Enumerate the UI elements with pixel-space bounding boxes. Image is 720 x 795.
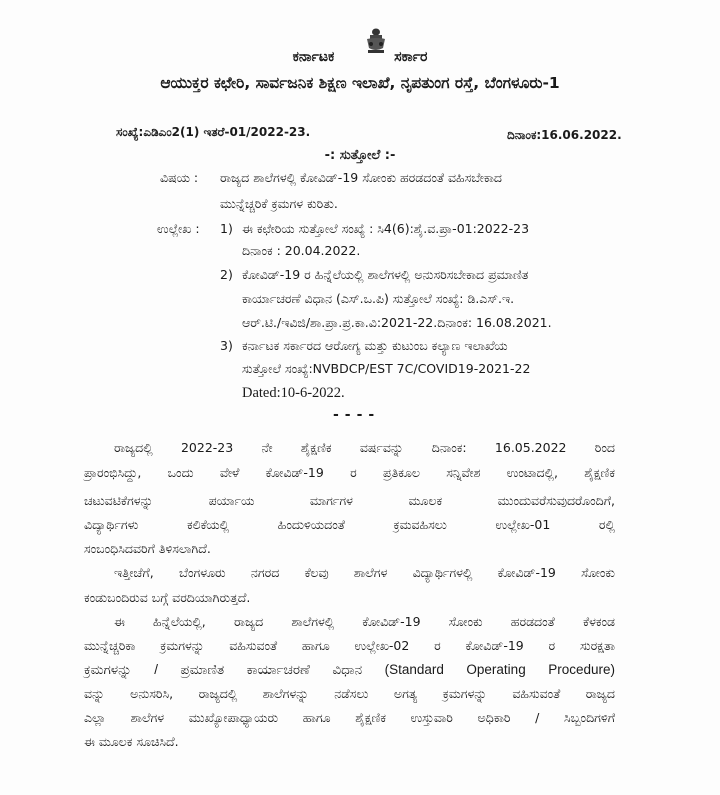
reference-line: Dated:10-6-2022.: [242, 385, 345, 401]
reference-number-marker: 2): [220, 267, 233, 282]
paragraph-line: ಪ್ರಾರಂಭಿಸಿದ್ದು, ಒಂದು ವೇಳೆ ಕೋವಿಡ್-19 ರ ಪ್ರತಿಕೂಲ ಸನ್ನಿವೇಶ ಉಂಟಾದಲ್ಲಿ, ಶೈಕ್ಷಣಿಕ: [84, 465, 615, 480]
reference-number-marker: 3): [220, 338, 233, 353]
gov-name-left: ಕರ್ನಾಟಕ: [292, 49, 335, 65]
paragraph-line: ಈ ಮೂಲಕ ಸೂಚಿಸಿದೆ.: [84, 734, 179, 749]
reference-line: ದಿನಾಂಕ : 20.04.2022.: [242, 243, 361, 258]
references-label: ಉಲ್ಲೇಖ :: [157, 221, 200, 236]
paragraph-line: ಎಲ್ಲಾ ಶಾಲೆಗಳ ಮುಖ್ಯೋಪಾಧ್ಯಾಯರು ಹಾಗೂ ಶೈಕ್ಷಣಿಕ ಉಸ್ತುವಾರಿ ಅಧಿಕಾರಿ / ಸಿಬ್ಬಂದಿಗಳಿಗೆ: [84, 710, 615, 725]
reference-line: ಕಾರ್ಯಾಚರಣೆ ವಿಧಾನ (ಎಸ್.ಒ.ಪಿ) ಸುತ್ತೋಲೆ ಸಂಖ್ಯೆ: ಡಿ.ಎಸ್.ಇ.: [242, 291, 515, 306]
paragraph-line: ಇತ್ತೀಚೆಗೆ, ಬೆಂಗಳೂರು ನಗರದ ಕೆಲವು ಶಾಲೆಗಳ ವಿದ್ಯಾರ್ಥಿಗಳಲ್ಲಿ ಕೋವಿಡ್-19 ಸೋಂಕು: [114, 565, 615, 580]
subject-label: ವಿಷಯ :: [160, 170, 199, 185]
paragraph-line: ವಿದ್ಯಾರ್ಥಿಗಳು ಕಲಿಕೆಯಲ್ಲಿ ಹಿಂದುಳಿಯದಂತೆ ಕ್ರಮವಹಿಸಲು ಉಲ್ಲೇಖ-01 ರಲ್ಲಿ: [84, 517, 615, 532]
paragraph-line: ಚಟುವಟಿಕೆಗಳನ್ನು ಪರ್ಯಾಯ ಮಾರ್ಗಗಳ ಮೂಲಕ ಮುಂದುವರೆಸುವುದರೊಂದಿಗೆ,: [84, 493, 615, 508]
paragraph-line: ಕಂಡುಬಂದಿರುವ ಬಗ್ಗೆ ವರದಿಯಾಗಿರುತ್ತದೆ.: [84, 590, 251, 605]
paragraph-line: ಕ್ರಮಗಳನ್ನು / ಪ್ರಮಾಣಿತ ಕಾರ್ಯಾಚರಣೆ ವಿಧಾನ (Standard Operating Procedure): [84, 662, 615, 677]
reference-line: ಆರ್.ಟಿ./ಇವಿಜಿ/ಶಾ.ಪ್ರಾ.ಪ್ರ.ಕಾ.ವಿ:2021-22.ದಿನಾಂಕ: 16.08.2021.: [242, 315, 552, 330]
paragraph-line: ರಾಜ್ಯದಲ್ಲಿ 2022-23 ನೇ ಶೈಕ್ಷಣಿಕ ವರ್ಷವನ್ನು ದಿನಾಂಕ: 16.05.2022 ರಿಂದ: [114, 440, 615, 455]
gov-name-right: ಸರ್ಕಾರ: [394, 49, 428, 65]
paragraph-line: ಸಂಬಂಧಿಸಿದವರಿಗೆ ತಿಳಿಸಲಾಗಿದೆ.: [84, 541, 211, 556]
reference-line: ಕೋವಿಡ್-19 ರ ಹಿನ್ನೆಲೆಯಲ್ಲಿ ಶಾಲೆಗಳಲ್ಲಿ ಅನುಸರಿಸಬೇಕಾದ ಪ್ರಮಾಣಿತ: [242, 267, 529, 282]
paragraph-line: ಮುನ್ನೆಚ್ಚರಿಕಾ ಕ್ರಮಗಳನ್ನು ವಹಿಸುವಂತೆ ಹಾಗೂ ಉಲ್ಲೇಖ-02 ರ ಕೋವಿಡ್-19 ರ ಸುರಕ್ಷತಾ: [84, 638, 615, 653]
document-date: ದಿನಾಂಕ:16.06.2022.: [507, 128, 622, 142]
government-name: [0, 49, 720, 65]
separator: ----: [333, 407, 381, 423]
paragraph-line: ಈ ಹಿನ್ನೆಲೆಯಲ್ಲಿ, ರಾಜ್ಯದ ಶಾಲೆಗಳಲ್ಲಿ ಕೋವಿಡ್-19 ಸೋಂಕು ಹರಡದಂತೆ ಕೆಳಕಂಡ: [114, 614, 615, 629]
reference-number: ಸಂಖ್ಯೆ:ಎಡಿಎಂ2(1) ಇತರೆ-01/2022-23.: [116, 125, 311, 139]
subject-line: ಮುನ್ನೆಚ್ಚರಿಕೆ ಕ್ರಮಗಳ ಕುರಿತು.: [220, 196, 338, 211]
reference-line: ಸುತ್ತೋಲೆ ಸಂಖ್ಯೆ:NVBDCP/EST 7C/COVID19-2021-22: [242, 361, 531, 376]
circular-title: -: ಸುತ್ತೋಲೆ :-: [324, 148, 396, 163]
reference-line: ಕರ್ನಾಟಕ ಸರ್ಕಾರದ ಆರೋಗ್ಯ ಮತ್ತು ಕುಟುಂಬ ಕಲ್ಯಾಣ ಇಲಾಖೆಯ: [242, 338, 508, 353]
office-address: ಆಯುಕ್ತರ ಕಛೇರಿ, ಸಾರ್ವಜನಿಕ ಶಿಕ್ಷಣ ಇಲಾಖೆ, ನೃಪತುಂಗ ರಸ್ತೆ, ಬೆಂಗಳೂರು-1: [160, 74, 560, 92]
subject-line: ರಾಜ್ಯದ ಶಾಲೆಗಳಲ್ಲಿ ಕೋವಿಡ್-19 ಸೋಂಕು ಹರಡದಂತೆ ವಹಿಸಬೇಕಾದ: [220, 170, 502, 185]
paragraph-line: ವನ್ನು ಅನುಸರಿಸಿ, ರಾಜ್ಯದಲ್ಲಿ ಶಾಲೆಗಳನ್ನು ನಡೆಸಲು ಅಗತ್ಯ ಕ್ರಮಗಳನ್ನು ವಹಿಸುವಂತೆ ರಾಜ್ಯದ: [84, 686, 615, 701]
reference-line: ಈ ಕಛೇರಿಯ ಸುತ್ತೋಲೆ ಸಂಖ್ಯೆ : ಸಿ4(6):ಶೈ.ವ.ಪ್ರಾ-01:2022-23: [242, 221, 530, 236]
reference-number-marker: 1): [220, 221, 233, 236]
